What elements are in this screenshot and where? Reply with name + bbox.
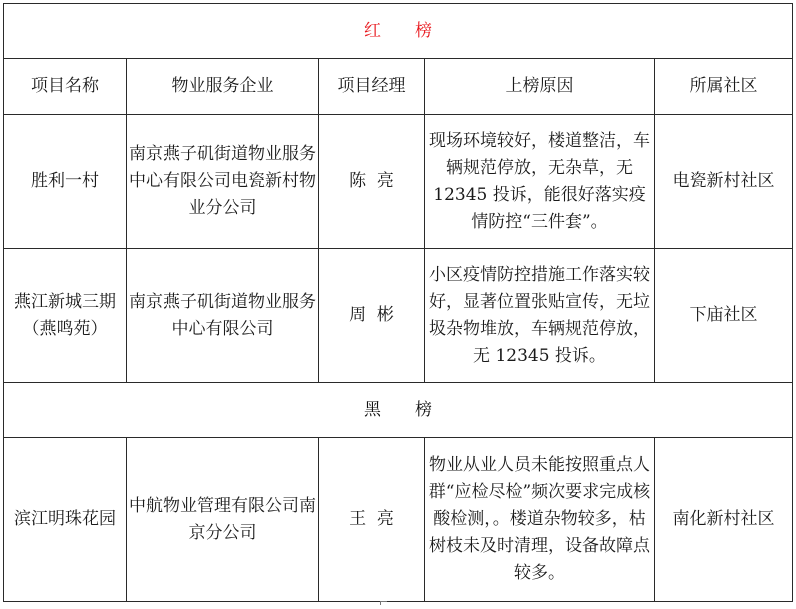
manager-cell: 周 彬: [319, 249, 425, 383]
header-project-name: 项目名称: [4, 59, 127, 115]
company-cell: 南京燕子矶街道物业服务中心有限公司: [127, 249, 319, 383]
manager-cell: 王 亮: [319, 438, 425, 602]
table-row: [4, 249, 793, 383]
table-row: [4, 115, 793, 249]
project-name-cell: 滨江明珠花园: [4, 438, 127, 602]
header-listing-reason: 上榜原因: [425, 59, 655, 115]
reason-cell: 物业从业人员未能按照重点人群“应检尽检”频次要求完成核酸检测，。楼道杂物较多，枯树枝未及时清理，设备故障点较多。: [425, 438, 655, 602]
red-black-board-table: [3, 3, 793, 602]
black-board-title: 黑 榜: [4, 383, 793, 438]
header-project-manager: 项目经理: [319, 59, 425, 115]
table-row: [4, 438, 793, 602]
header-community: 所属社区: [655, 59, 793, 115]
project-name-cell: 燕江新城三期（燕鸣苑）: [4, 249, 127, 383]
company-cell: 南京燕子矶街道物业服务中心有限公司电瓷新村物业分公司: [127, 115, 319, 249]
community-cell: 下庙社区: [655, 249, 793, 383]
reason-cell: 现场环境较好，楼道整洁，车辆规范停放，无杂草，无 12345 投诉，能很好落实疫情防控“三件套”。: [425, 115, 655, 249]
manager-cell: 陈 亮: [319, 115, 425, 249]
community-cell: 南化新村社区: [655, 438, 793, 602]
page-corner-mark: [380, 601, 387, 605]
header-property-company: 物业服务企业: [127, 59, 319, 115]
company-cell: 中航物业管理有限公司南京分公司: [127, 438, 319, 602]
reason-cell: 小区疫情防控措施工作落实较好，显著位置张贴宣传，无垃圾杂物堆放，车辆规范停放，无 12345 投诉。: [425, 249, 655, 383]
project-name-cell: 胜利一村: [4, 115, 127, 249]
red-board-title: 红 榜: [4, 4, 793, 59]
community-cell: 电瓷新村社区: [655, 115, 793, 249]
